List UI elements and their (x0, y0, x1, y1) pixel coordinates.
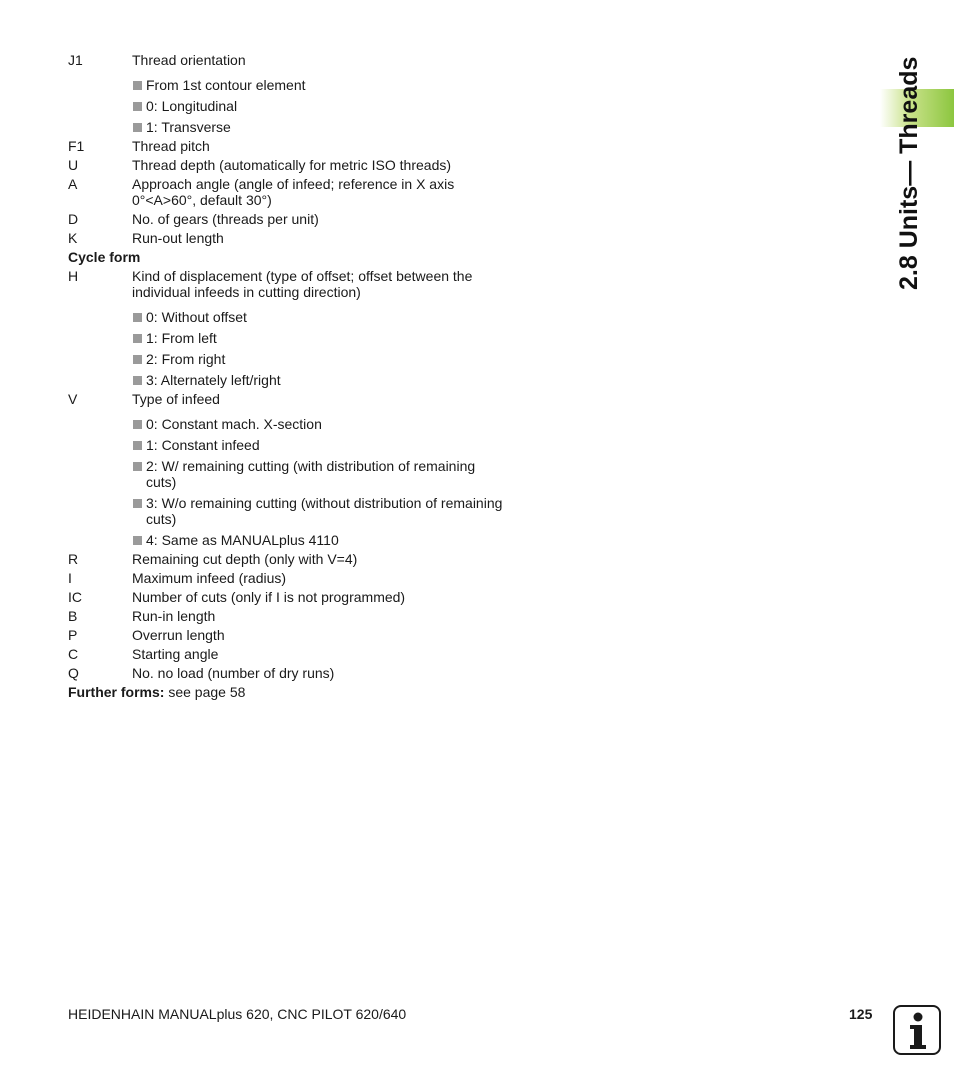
param-code: H (68, 268, 79, 284)
param-row-h (68, 268, 508, 300)
param-code: Q (68, 665, 79, 681)
param-desc: Kind of displacement (type of offset; offset between the individual infeeds in cutting direction) (132, 268, 473, 300)
param-code: C (68, 646, 79, 662)
further-forms-label: Further forms: (68, 684, 165, 700)
list-item: 0: Longitudinal (132, 98, 508, 114)
square-bullet-icon (133, 81, 142, 90)
h-options (132, 309, 508, 388)
further-forms-text: see page 58 (164, 684, 246, 700)
param-row-a (68, 176, 508, 208)
param-desc: Maximum infeed (radius) (132, 570, 287, 586)
param-desc: Starting angle (132, 646, 219, 662)
param-code: B (68, 608, 78, 624)
square-bullet-icon (133, 420, 142, 429)
param-code: U (68, 157, 79, 173)
j1-options (132, 77, 508, 135)
param-row-d (68, 211, 508, 227)
param-row-p (68, 627, 508, 643)
param-desc: Number of cuts (only if I is not programmed) (132, 589, 406, 605)
param-code: P (68, 627, 78, 643)
section-title-vertical: 2.8 Units— Threads (895, 56, 923, 290)
param-code: D (68, 211, 79, 227)
param-row-j1 (68, 52, 508, 68)
param-row-u (68, 157, 508, 173)
list-item: 1: Transverse (132, 119, 508, 135)
cycle-form-heading: Cycle form (68, 249, 141, 265)
param-code: I (68, 570, 72, 586)
param-desc: Overrun length (132, 627, 225, 643)
square-bullet-icon (133, 462, 142, 471)
param-row-r (68, 551, 508, 567)
param-desc: Approach angle (angle of infeed; reference in X axis 0°<A>60°, default 30°) (132, 176, 455, 208)
param-code: K (68, 230, 78, 246)
square-bullet-icon (133, 376, 142, 385)
list-item: From 1st contour element (132, 77, 508, 93)
square-bullet-icon (133, 102, 142, 111)
param-code: R (68, 551, 79, 567)
param-code: F1 (68, 138, 85, 154)
param-desc: Run-in length (132, 608, 216, 624)
info-icon (893, 1005, 941, 1055)
list-item: 4: Same as MANUALplus 4110 (132, 532, 508, 548)
square-bullet-icon (133, 441, 142, 450)
param-row-f1 (68, 138, 508, 154)
param-row-q (68, 665, 508, 681)
list-item: 2: From right (132, 351, 508, 367)
param-code: J1 (68, 52, 83, 68)
param-desc: Run-out length (132, 230, 224, 246)
param-row-c (68, 646, 508, 662)
list-item: 1: Constant infeed (132, 437, 508, 453)
param-desc: Type of infeed (132, 391, 220, 407)
param-code: IC (68, 589, 82, 605)
page-number: 125 (849, 1006, 873, 1022)
param-desc: Thread orientation (132, 52, 246, 68)
param-desc: No. no load (number of dry runs) (132, 665, 335, 681)
square-bullet-icon (133, 334, 142, 343)
list-item: 0: Constant mach. X-section (132, 416, 508, 432)
param-desc: Thread pitch (132, 138, 210, 154)
param-code: A (68, 176, 78, 192)
parameter-list (68, 52, 508, 700)
footer-product: HEIDENHAIN MANUALplus 620, CNC PILOT 620/640 (68, 1006, 407, 1022)
square-bullet-icon (133, 313, 142, 322)
square-bullet-icon (133, 355, 142, 364)
list-item: 0: Without offset (132, 309, 508, 325)
param-desc: Remaining cut depth (only with V=4) (132, 551, 358, 567)
list-item: 3: Alternately left/right (132, 372, 508, 388)
square-bullet-icon (133, 123, 142, 132)
param-row-ic (68, 589, 508, 605)
further-forms (68, 684, 508, 700)
info-icon-glyph (895, 1007, 939, 1053)
param-row-i (68, 570, 508, 586)
param-row-b (68, 608, 508, 624)
list-item: 2: W/ remaining cutting (with distribution of remaining cuts) (132, 458, 508, 490)
square-bullet-icon (133, 536, 142, 545)
param-desc: Thread depth (automatically for metric ISO threads) (132, 157, 452, 173)
param-code: V (68, 391, 78, 407)
list-item: 3: W/o remaining cutting (without distribution of remaining cuts) (132, 495, 508, 527)
param-desc: No. of gears (threads per unit) (132, 211, 319, 227)
param-row-k (68, 230, 508, 246)
v-options (132, 416, 508, 548)
list-item: 1: From left (132, 330, 508, 346)
square-bullet-icon (133, 499, 142, 508)
param-row-v (68, 391, 508, 407)
